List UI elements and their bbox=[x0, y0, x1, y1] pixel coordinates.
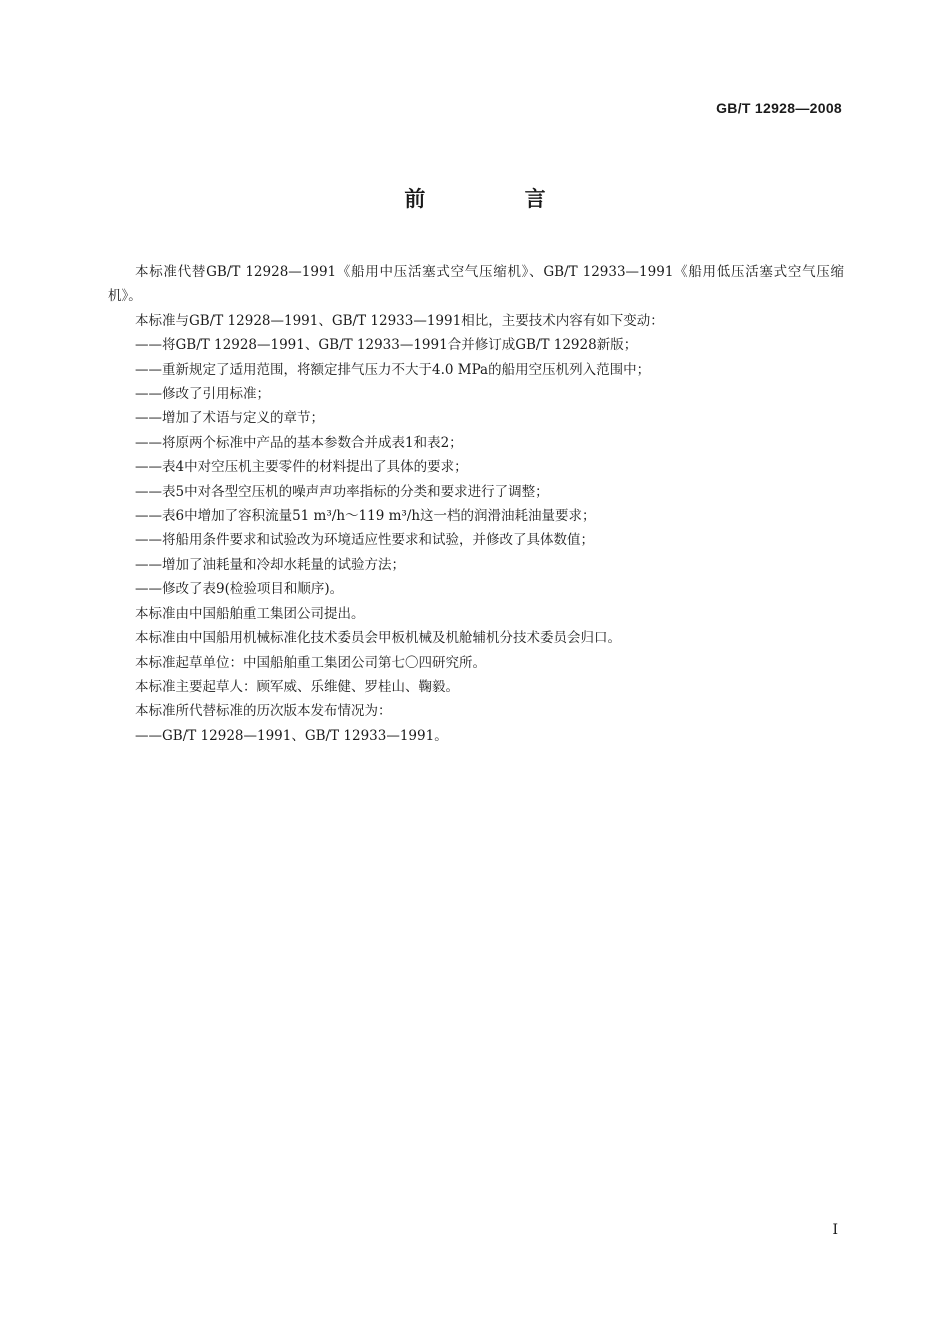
paragraph: 本标准由中国船用机械标准化技术委员会甲板机械及机舱辅机分技术委员会归口。 bbox=[135, 630, 621, 647]
preface-body bbox=[108, 260, 844, 748]
list-item: ——将GB/T 12928—1991、GB/T 12933—1991合并修订成GB/T 12928新版； bbox=[135, 337, 638, 354]
standard-code: GB/T 12928—2008 bbox=[716, 100, 842, 116]
paragraph: 本标准所代替标准的历次版本发布情况为： bbox=[135, 703, 392, 720]
paragraph: 本标准代替GB/T 12928—1991《船用中压活塞式空气压缩机》、GB/T 12933—1991《船用低压活塞式空气压缩机》。 bbox=[108, 264, 844, 305]
paragraph: 本标准由中国船舶重工集团公司提出。 bbox=[135, 605, 365, 622]
list-item: ——表4中对空压机主要零件的材料提出了具体的要求； bbox=[135, 459, 468, 476]
page-number: I bbox=[832, 1222, 838, 1238]
paragraph: 本标准起草单位：中国船舶重工集团公司第七〇四研究所。 bbox=[135, 654, 486, 671]
paragraph: 本标准主要起草人：顾军威、乐维健、罗桂山、鞠毅。 bbox=[135, 678, 459, 695]
list-item: ——增加了术语与定义的章节； bbox=[135, 410, 324, 427]
page-title: 前 言 bbox=[404, 187, 592, 211]
list-item: ——GB/T 12928—1991、GB/T 12933—1991。 bbox=[135, 727, 448, 744]
list-item: ——重新规定了适用范围，将额定排气压力不大于4.0 MPa的船用空压机列入范围中； bbox=[135, 361, 651, 378]
list-item: ——修改了表9(检验项目和顺序)。 bbox=[135, 581, 344, 598]
paragraph: 本标准与GB/T 12928—1991、GB/T 12933—1991相比，主要技术内容有如下变动： bbox=[135, 312, 664, 329]
list-item: ——将原两个标准中产品的基本参数合并成表1和表2； bbox=[135, 434, 463, 451]
list-item: ——表6中增加了容积流量51 m³/h～119 m³/h这一档的润滑油耗油量要求； bbox=[135, 508, 596, 525]
list-item: ——表5中对各型空压机的噪声声功率指标的分类和要求进行了调整； bbox=[135, 483, 549, 500]
list-item: ——将船用条件要求和试验改为环境适应性要求和试验，并修改了具体数值； bbox=[135, 532, 594, 549]
list-item: ——修改了引用标准； bbox=[135, 386, 270, 403]
list-item: ——增加了油耗量和冷却水耗量的试验方法； bbox=[135, 556, 405, 573]
